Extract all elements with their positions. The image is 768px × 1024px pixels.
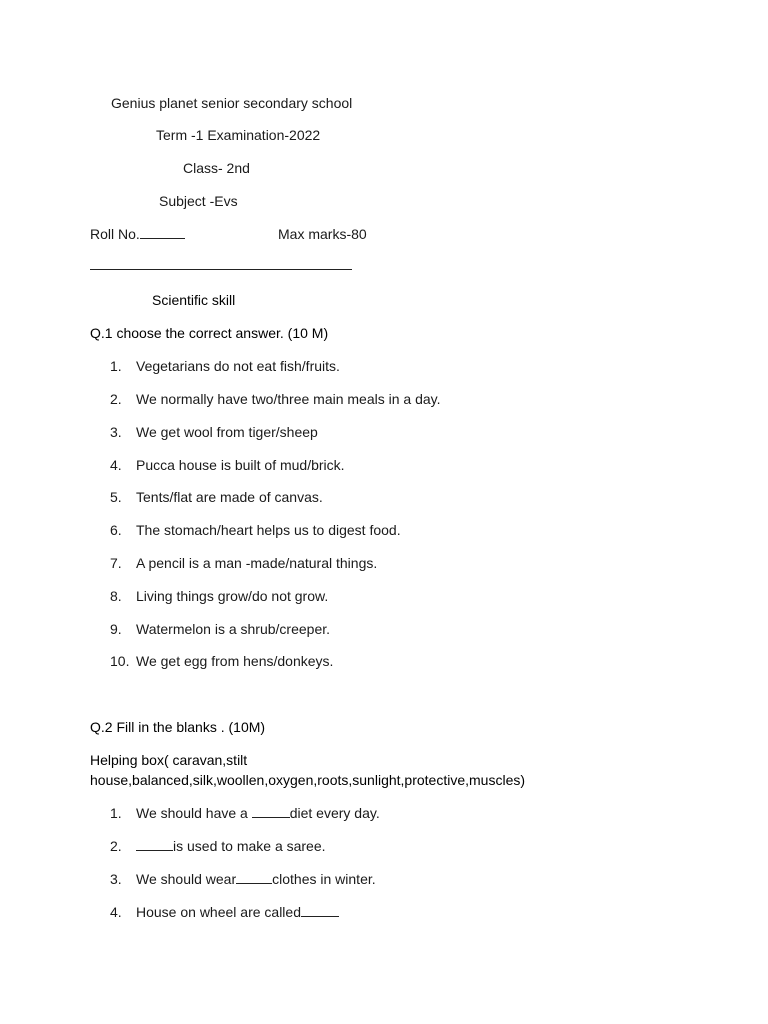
item-number: 2.: [110, 838, 122, 854]
item-number: 7.: [110, 555, 122, 571]
list-item: [110, 488, 323, 506]
item-number: 1.: [110, 805, 122, 821]
list-item: [110, 620, 330, 638]
item-text: The stomach/heart helps us to digest food.: [136, 522, 401, 538]
answer-blank: [301, 904, 339, 917]
item-text-before: We should have a: [136, 805, 252, 821]
item-text-before: We should wear: [136, 871, 237, 887]
item-text-after: diet every day.: [289, 805, 380, 821]
item-text-after: is used to make a saree.: [173, 838, 326, 854]
q1-title: Q.1 choose the correct answer. (10 M): [90, 325, 329, 341]
list-item: [110, 456, 345, 474]
list-item: [110, 903, 339, 921]
item-text: Watermelon is a shrub/creeper.: [136, 621, 331, 637]
item-number: 8.: [110, 588, 122, 604]
item-number: 1.: [110, 358, 122, 374]
item-text: Vegetarians do not eat fish/fruits.: [136, 358, 340, 374]
item-text: Living things grow/do not grow.: [136, 588, 329, 604]
class-label: Class- 2nd: [183, 160, 250, 176]
item-text: We get egg from hens/donkeys.: [136, 653, 334, 669]
list-item: [110, 521, 401, 539]
item-text: A pencil is a man -made/natural things.: [136, 555, 378, 571]
answer-blank: [236, 871, 272, 884]
item-number: 6.: [110, 522, 122, 538]
list-item: [110, 554, 377, 572]
item-number: 5.: [110, 489, 122, 505]
list-item: [110, 587, 328, 605]
item-number: 4.: [110, 904, 122, 920]
list-item: [110, 804, 380, 822]
school-name: Genius planet senior secondary school: [111, 95, 353, 111]
item-number: 4.: [110, 457, 122, 473]
header-divider: [90, 269, 352, 270]
item-text-after: clothes in winter.: [272, 871, 376, 887]
item-number: 9.: [110, 621, 122, 637]
list-item: [110, 390, 441, 408]
roll-number-label: Roll No.: [90, 226, 140, 242]
item-number: 3.: [110, 871, 122, 887]
item-number: 2.: [110, 391, 122, 407]
max-marks: Max marks-80: [278, 226, 367, 242]
subject-label: Subject -Evs: [159, 193, 238, 209]
item-number: 10.: [110, 653, 130, 669]
helping-box-line2: house,balanced,silk,woollen,oxygen,roots,sunlight,protective,muscles): [90, 772, 526, 788]
helping-box-line1: Helping box( caravan,stilt: [90, 752, 248, 768]
list-item: [110, 357, 340, 375]
item-text: We normally have two/three main meals in a day.: [136, 391, 441, 407]
list-item: [110, 837, 326, 855]
list-item: [110, 870, 376, 888]
item-text: We get wool from tiger/sheep: [136, 424, 318, 440]
list-item: [110, 652, 333, 670]
list-item: [110, 423, 318, 441]
q2-title: Q.2 Fill in the blanks . (10M): [90, 719, 266, 735]
item-text-before: House on wheel are called: [136, 904, 301, 920]
item-text: Pucca house is built of mud/brick.: [136, 457, 345, 473]
section-title: Scientific skill: [152, 292, 236, 308]
roll-number: [90, 225, 185, 243]
answer-blank: [136, 838, 173, 851]
answer-blank: [252, 805, 290, 818]
item-text: Tents/flat are made of canvas.: [136, 489, 323, 505]
item-number: 3.: [110, 424, 122, 440]
roll-number-blank: [140, 226, 185, 239]
term-title: Term -1 Examination-2022: [156, 127, 321, 143]
